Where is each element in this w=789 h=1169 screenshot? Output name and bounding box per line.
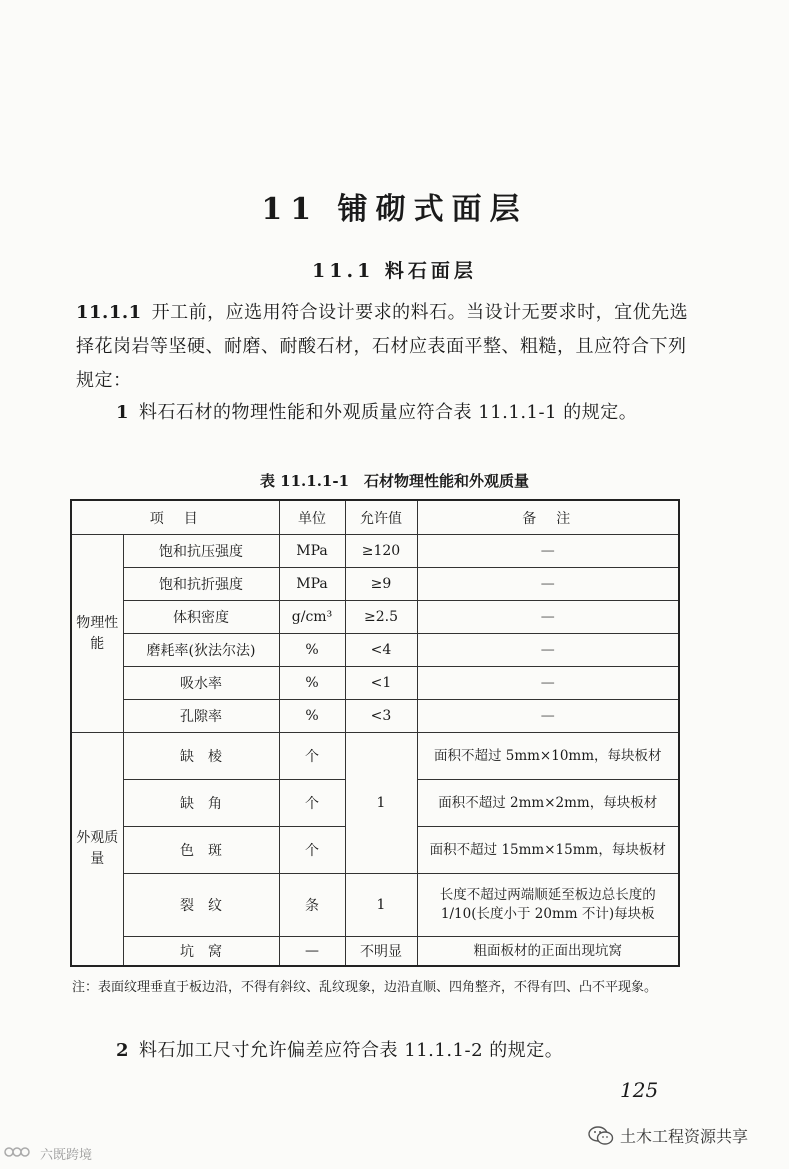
item1-paragraph <box>76 396 696 430</box>
watermark-right <box>588 1124 748 1147</box>
row-name: 饱和抗折强度 <box>123 568 279 601</box>
item1-text: 料石石材的物理性能和外观质量应符合表 11.1.1-1 的规定。 <box>139 402 638 423</box>
item1-number: 1 <box>116 402 130 423</box>
row-note: 长度不超过两端顺延至板边总长度的 1/10(长度小于 20mm 不计)每块板 <box>417 874 679 937</box>
table-row <box>71 700 679 733</box>
watermark-left-text: 六既跨境 <box>40 1148 93 1163</box>
row-unit: 个 <box>279 780 345 827</box>
watermark-left <box>4 1144 92 1163</box>
row-name: 裂 纹 <box>123 874 279 937</box>
table-row <box>71 568 679 601</box>
table-footnote: 注：表面纹理垂直于板边沿，不得有斜纹、乱纹现象，边沿直顺、四角整齐，不得有凹、凸不平现象。 <box>72 980 658 995</box>
row-allow-merged: 1 <box>345 733 417 874</box>
table-caption: 表 11.1.1-1 石材物理性能和外观质量 <box>259 472 530 490</box>
row-allow: ≥9 <box>345 568 417 601</box>
row-name: 饱和抗压强度 <box>123 535 279 568</box>
row-note: 面积不超过 15mm×15mm，每块板材 <box>417 827 679 874</box>
row-note: 粗面板材的正面出现坑窝 <box>417 937 679 967</box>
row-name: 体积密度 <box>123 601 279 634</box>
table-row <box>71 535 679 568</box>
row-unit: g/cm³ <box>279 601 345 634</box>
table-header-row <box>71 500 679 535</box>
page-number: 125 <box>620 1078 659 1102</box>
row-unit: % <box>279 667 345 700</box>
clause-text: 开工前，应选用符合设计要求的料石。当设计无要求时，宜优先选择花岗岩等坚硬、耐磨、耐酸石材，石材应表面平整、粗糙，且应符合下列规定： <box>76 302 689 391</box>
row-unit: MPa <box>279 568 345 601</box>
row-note: — <box>417 535 679 568</box>
header-unit: 单位 <box>279 500 345 535</box>
row-allow: <3 <box>345 700 417 733</box>
table-row <box>71 874 679 937</box>
clause-paragraph <box>76 296 696 398</box>
row-note: — <box>417 667 679 700</box>
row-name: 缺 角 <box>123 780 279 827</box>
header-note: 备 注 <box>417 500 679 535</box>
row-unit: 条 <box>279 874 345 937</box>
row-name: 缺 棱 <box>123 733 279 780</box>
row-name: 色 斑 <box>123 827 279 874</box>
table-row <box>71 634 679 667</box>
row-allow: 不明显 <box>345 937 417 967</box>
row-note: — <box>417 634 679 667</box>
table-row <box>71 937 679 967</box>
row-unit: % <box>279 700 345 733</box>
row-note: — <box>417 568 679 601</box>
row-unit: — <box>279 937 345 967</box>
row-note: 面积不超过 5mm×10mm，每块板材 <box>417 733 679 780</box>
row-name: 吸水率 <box>123 667 279 700</box>
row-note: 面积不超过 2mm×2mm，每块板材 <box>417 780 679 827</box>
row-allow: <1 <box>345 667 417 700</box>
row-allow: <4 <box>345 634 417 667</box>
item2-text: 料石加工尺寸允许偏差应符合表 11.1.1-2 的规定。 <box>139 1040 564 1061</box>
table-row <box>71 667 679 700</box>
row-unit: 个 <box>279 733 345 780</box>
section-title: 11.1 料石面层 <box>312 260 477 282</box>
row-allow: ≥120 <box>345 535 417 568</box>
table-row <box>71 733 679 780</box>
chapter-title: 11 铺砌式面层 <box>261 192 528 227</box>
clause-number: 11.1.1 <box>76 302 142 323</box>
row-allow: 1 <box>345 874 417 937</box>
header-allow: 允许值 <box>345 500 417 535</box>
watermark-logo-icon <box>4 1145 38 1163</box>
stone-spec-table <box>70 499 680 967</box>
row-name: 孔隙率 <box>123 700 279 733</box>
item2-number: 2 <box>116 1040 130 1061</box>
group-appearance: 外观质量 <box>71 733 123 967</box>
group-physical: 物理性能 <box>71 535 123 733</box>
header-item: 项 目 <box>71 500 279 535</box>
row-name: 坑 窝 <box>123 937 279 967</box>
row-name: 磨耗率(狄法尔法) <box>123 634 279 667</box>
table-row <box>71 601 679 634</box>
row-unit: 个 <box>279 827 345 874</box>
wechat-icon <box>588 1125 614 1147</box>
item2-paragraph <box>116 1036 563 1062</box>
row-note: — <box>417 601 679 634</box>
row-allow: ≥2.5 <box>345 601 417 634</box>
row-unit: MPa <box>279 535 345 568</box>
watermark-right-text: 土木工程资源共享 <box>620 1127 749 1146</box>
row-note: — <box>417 700 679 733</box>
row-unit: % <box>279 634 345 667</box>
